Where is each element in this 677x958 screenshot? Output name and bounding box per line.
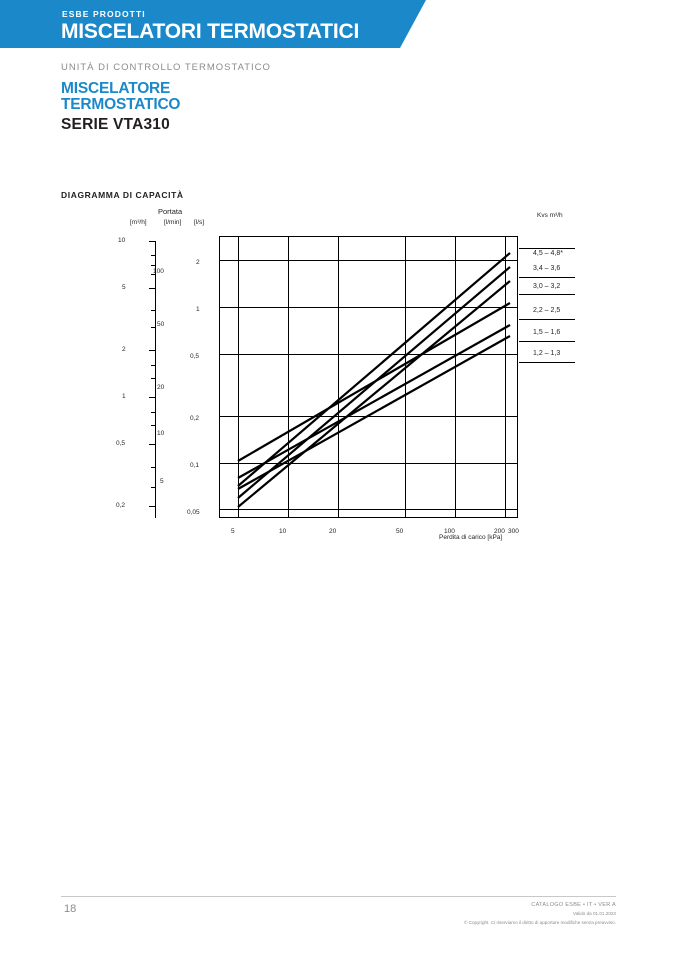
legend-rule (519, 362, 575, 363)
legend-rule (519, 294, 575, 295)
curve-kvs-4-8 (238, 253, 510, 486)
tick-label-m3h-0: 10 (118, 237, 126, 244)
tick-label-lmin-2: 20 (157, 384, 165, 391)
legend-rule (519, 277, 575, 278)
tick-m3h-minor (151, 365, 156, 366)
legend-rule (519, 341, 575, 342)
x-tick-label: 5 (231, 528, 235, 535)
unit-ls-label: [l/s] (194, 219, 205, 226)
x-tick-label: 200 (494, 528, 505, 535)
product-subtitle: UNITÀ DI CONTROLLO TERMOSTATICO (61, 62, 271, 73)
tick-m3h-minor (151, 487, 156, 488)
footer-catalog-line: CATALOGO ESBE • IT • VER A (531, 902, 616, 908)
tick-m3h (149, 350, 156, 351)
diagram-title: DIAGRAMMA DI CAPACITÀ (61, 190, 184, 200)
tick-m3h-minor (151, 412, 156, 413)
legend-entry-1: 3,4 – 3,6 (533, 265, 561, 272)
page-number: 18 (64, 903, 77, 915)
curve-kvs-3-2 (238, 281, 510, 507)
legend-entry-2: 3,0 – 3,2 (533, 283, 561, 290)
legend-entry-4: 1,5 – 1,6 (533, 329, 561, 336)
product-series: SERIE VTA310 (61, 116, 170, 133)
x-axis-label: Perdita di carico [kPa] (439, 534, 503, 541)
page-title: MISCELATORI TERMOSTATICI (61, 20, 360, 43)
footer-copyright-line: © Copyright. Ci riserviamo il diritto di apportare modifiche senza preavviso. (464, 920, 616, 925)
legend-entry-3: 2,2 – 2,5 (533, 307, 561, 314)
flow-axis-header: Portata (158, 207, 183, 216)
tick-label-ls-5: 0,05 (187, 509, 200, 516)
product-name-line2: TERMOSTATICO (61, 96, 181, 113)
legend-rule (519, 248, 575, 249)
tick-label-ls-3: 0,2 (190, 415, 200, 422)
x-tick-label: 10 (279, 528, 287, 535)
tick-m3h (149, 288, 156, 289)
curve-kvs-2-5 (238, 303, 510, 461)
curve-kvs-1-6 (238, 325, 510, 478)
tick-label-m3h-1: 5 (122, 284, 126, 291)
tick-label-lmin-0: 100 (153, 268, 164, 275)
curve-group (220, 237, 519, 519)
legend-entry-0: 4,5 – 4,8* (533, 250, 563, 257)
tick-m3h-minor (151, 327, 156, 328)
tick-label-lmin-1: 50 (157, 321, 165, 328)
legend-entry-5: 1,2 – 1,3 (533, 350, 561, 357)
x-tick-label: 50 (396, 528, 404, 535)
tick-label-ls-2: 0,5 (190, 353, 200, 360)
curve-kvs-1-3 (238, 336, 510, 489)
tick-label-ls-0: 2 (196, 259, 200, 266)
tick-m3h-minor (151, 378, 156, 379)
header-eyebrow: ESBE PRODOTTI (62, 9, 146, 19)
tick-label-ls-1: 1 (196, 306, 200, 313)
tick-m3h-minor (151, 425, 156, 426)
tick-m3h (149, 506, 156, 507)
tick-m3h (149, 444, 156, 445)
tick-label-m3h-2: 2 (122, 346, 126, 353)
tick-m3h (149, 241, 156, 242)
tick-m3h-minor (151, 265, 156, 266)
x-tick-label: 20 (329, 528, 337, 535)
product-name-line1: MISCELATORE (61, 80, 171, 97)
tick-label-ls-4: 0,1 (190, 462, 200, 469)
tick-label-m3h-4: 0,5 (116, 440, 126, 447)
tick-label-lmin-3: 10 (157, 430, 165, 437)
footer-validity-line: Valido da 01.01.2023 (572, 911, 616, 916)
tick-m3h-minor (151, 467, 156, 468)
x-tick-label: 300 (508, 528, 519, 535)
kvs-header: Kvs m³/h (537, 212, 563, 219)
tick-m3h-minor (151, 255, 156, 256)
tick-label-m3h-5: 0,2 (116, 502, 126, 509)
tick-m3h-minor (151, 310, 156, 311)
footer-divider (61, 896, 616, 897)
unit-lmin-label: [l/min] (164, 219, 182, 226)
unit-m3h-label: [m³/h] (130, 219, 147, 226)
axis-m3h-line (155, 241, 156, 518)
capacity-chart-plot (219, 236, 518, 518)
x-tick-label: 100 (444, 528, 455, 535)
tick-m3h (149, 397, 156, 398)
tick-label-m3h-3: 1 (122, 393, 126, 400)
legend-rule (519, 319, 575, 320)
tick-label-lmin-4: 5 (160, 478, 164, 485)
